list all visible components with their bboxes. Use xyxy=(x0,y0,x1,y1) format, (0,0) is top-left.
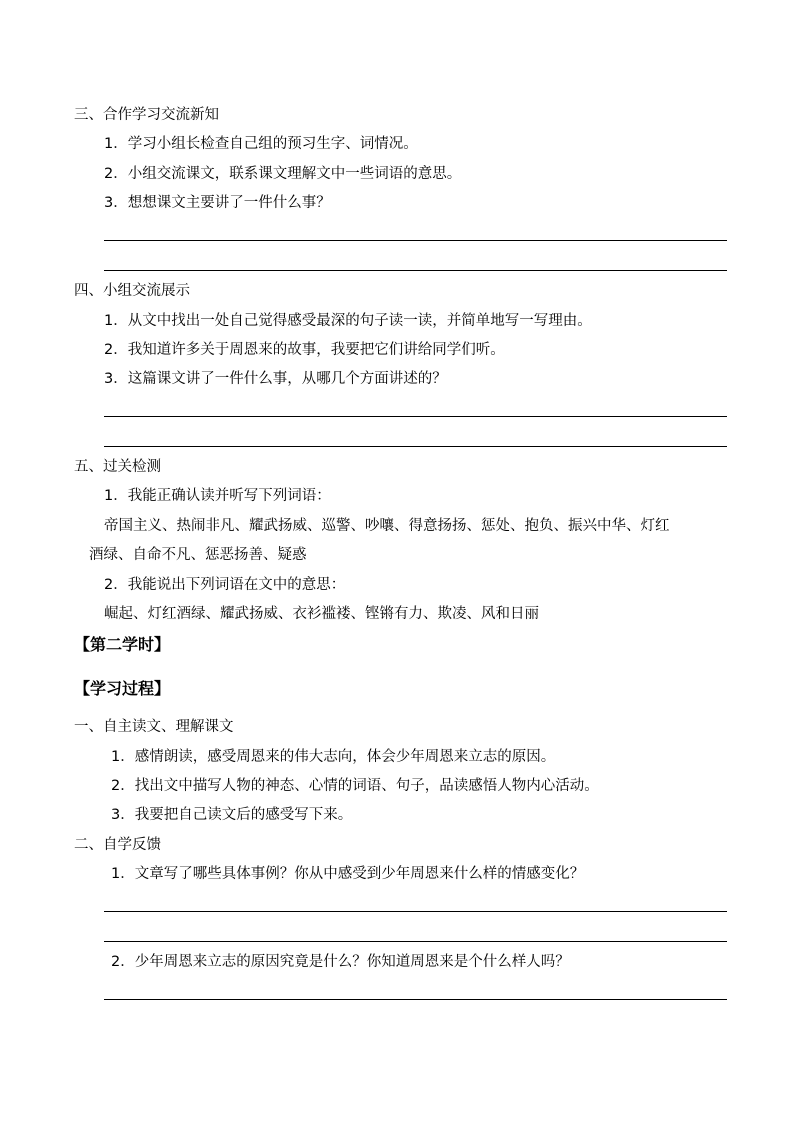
answer-line[interactable] xyxy=(104,240,727,241)
answer-line[interactable] xyxy=(104,941,727,942)
section5-item-2: 2．我能说出下列词语在文中的意思： xyxy=(104,577,346,593)
part2-question-1: 1．文章写了哪些具体事例？你从中感受到少年周恩来什么样的情感变化？ xyxy=(111,866,585,882)
part2-question-2: 2．少年周恩来立志的原因究竟是什么？你知道周恩来是个什么样人吗？ xyxy=(111,954,570,970)
vocab-list-1-line-1: 帝国主义、热闹非凡、耀武扬威、巡警、吵嚷、得意扬扬、惩处、抱负、振兴中华、灯红 xyxy=(104,518,670,534)
answer-line[interactable] xyxy=(104,416,727,417)
answer-line[interactable] xyxy=(104,999,727,1000)
section5-heading: 五、过关检测 xyxy=(74,459,161,475)
section4-heading: 四、小组交流展示 xyxy=(74,283,190,299)
part1-heading: 一、自主读文、理解课文 xyxy=(74,719,234,735)
section5-item-1: 1．我能正确认读并听写下列词语： xyxy=(104,488,331,504)
section4-item-2: 2．我知道许多关于周恩来的故事，我要把它们讲给同学们听。 xyxy=(104,342,505,358)
section3-item-3: 3．想想课文主要讲了一件什么事？ xyxy=(104,195,331,211)
part1-item-2: 2．找出文中描写人物的神态、心情的词语、句子，品读感悟人物内心活动。 xyxy=(111,778,599,794)
answer-line[interactable] xyxy=(104,911,727,912)
vocab-list-2: 崛起、灯红酒绿、耀武扬威、衣衫褴褛、铿锵有力、欺凌、风和日丽 xyxy=(104,606,539,622)
section3-item-1: 1．学习小组长检查自己组的预习生字、词情况。 xyxy=(104,136,418,152)
section4-item-3: 3．这篇课文讲了一件什么事，从哪几个方面讲述的？ xyxy=(104,371,447,387)
part2-heading: 二、自学反馈 xyxy=(74,837,161,853)
process-title: 【学习过程】 xyxy=(74,679,171,698)
section3-item-2: 2．小组交流课文，联系课文理解文中一些词语的意思。 xyxy=(104,166,462,182)
part1-item-3: 3．我要把自己读文后的感受写下来。 xyxy=(111,807,353,823)
section3-heading: 三、合作学习交流新知 xyxy=(74,107,219,123)
answer-line[interactable] xyxy=(104,270,727,271)
lesson2-title: 【第二学时】 xyxy=(74,635,171,654)
section4-item-1: 1．从文中找出一处自己觉得感受最深的句子读一读，并简单地写一写理由。 xyxy=(104,313,592,329)
part1-item-1: 1．感情朗读，感受周恩来的伟大志向，体会少年周恩来立志的原因。 xyxy=(111,749,556,765)
vocab-list-1-line-2: 酒绿、自命不凡、惩恶扬善、疑惑 xyxy=(89,547,307,563)
answer-line[interactable] xyxy=(104,446,727,447)
